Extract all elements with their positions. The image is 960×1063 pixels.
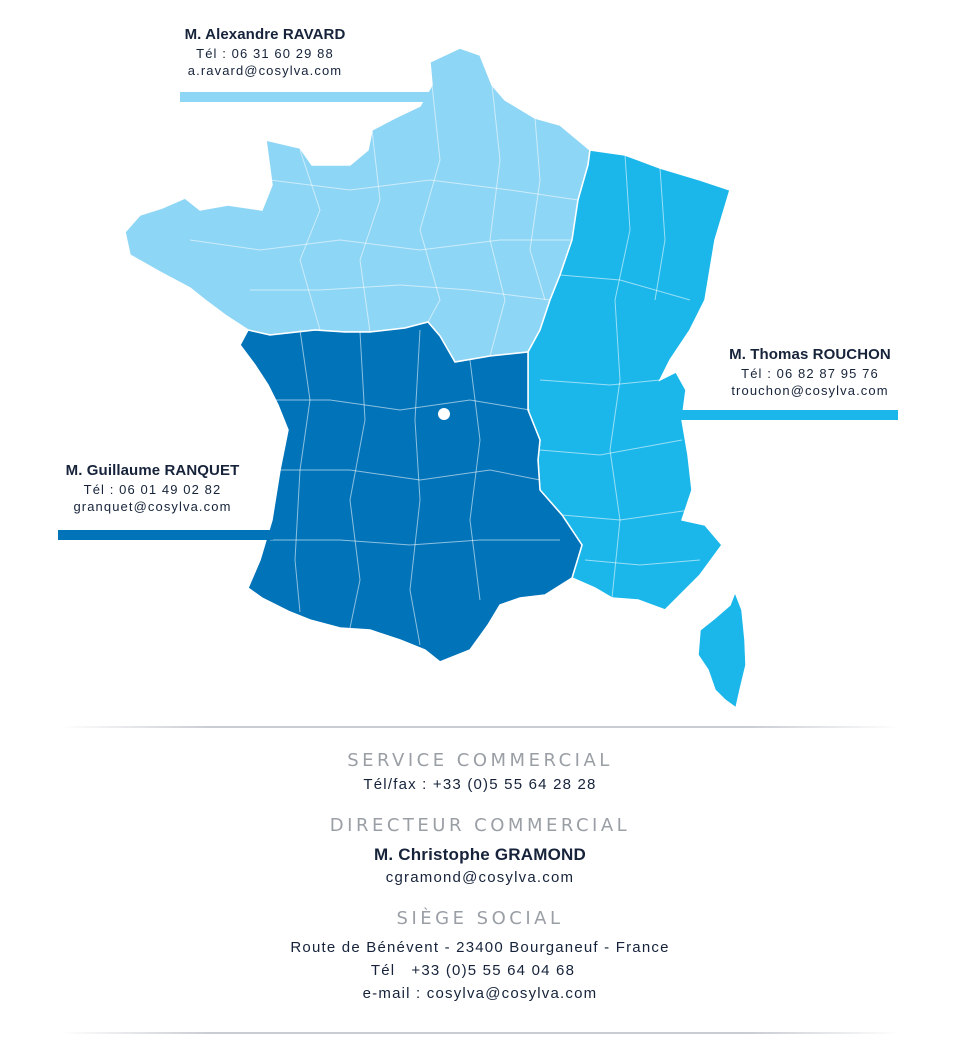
service-heading: SERVICE COMMERCIAL [347, 750, 613, 771]
hq-email[interactable]: e-mail : cosylva@cosylva.com [362, 985, 598, 1002]
rep-email[interactable]: a.ravard@cosylva.com [187, 63, 343, 78]
separator-bottom [60, 1032, 900, 1034]
rep-card-east [690, 346, 930, 398]
director-heading: DIRECTEUR COMMERCIAL [329, 815, 631, 836]
rep-phone: Tél : 06 82 87 95 76 [741, 366, 879, 381]
bar-southwest [58, 530, 273, 540]
director-name: M. Christophe GRAMOND [374, 845, 586, 864]
rep-name: M. Alexandre RAVARD [184, 26, 346, 43]
rep-name: M. Thomas ROUCHON [729, 346, 891, 363]
headquarters-marker [438, 408, 450, 420]
service-phone: Tél/fax : +33 (0)5 55 64 28 28 [363, 776, 597, 793]
rep-phone: Tél : 06 31 60 29 88 [196, 46, 334, 61]
hq-address: Route de Bénévent - 23400 Bourganeuf - France [290, 939, 670, 956]
rep-email[interactable]: trouchon@cosylva.com [731, 383, 889, 398]
rep-phone: Tél : 06 01 49 02 82 [83, 482, 222, 497]
rep-name: M. Guillaume RANQUET [65, 462, 240, 479]
rep-email[interactable]: granquet@cosylva.com [73, 499, 232, 514]
bar-north [180, 92, 430, 102]
hq-phone: Tél +33 (0)5 55 64 04 68 [370, 962, 576, 979]
bar-east [676, 410, 898, 420]
rep-card-north [140, 26, 390, 78]
separator-top [60, 726, 900, 728]
rep-card-southwest [35, 462, 270, 514]
hq-heading: SIÈGE SOCIAL [396, 908, 564, 929]
director-email[interactable]: cgramond@cosylva.com [385, 869, 575, 886]
region-corsica [698, 592, 746, 708]
